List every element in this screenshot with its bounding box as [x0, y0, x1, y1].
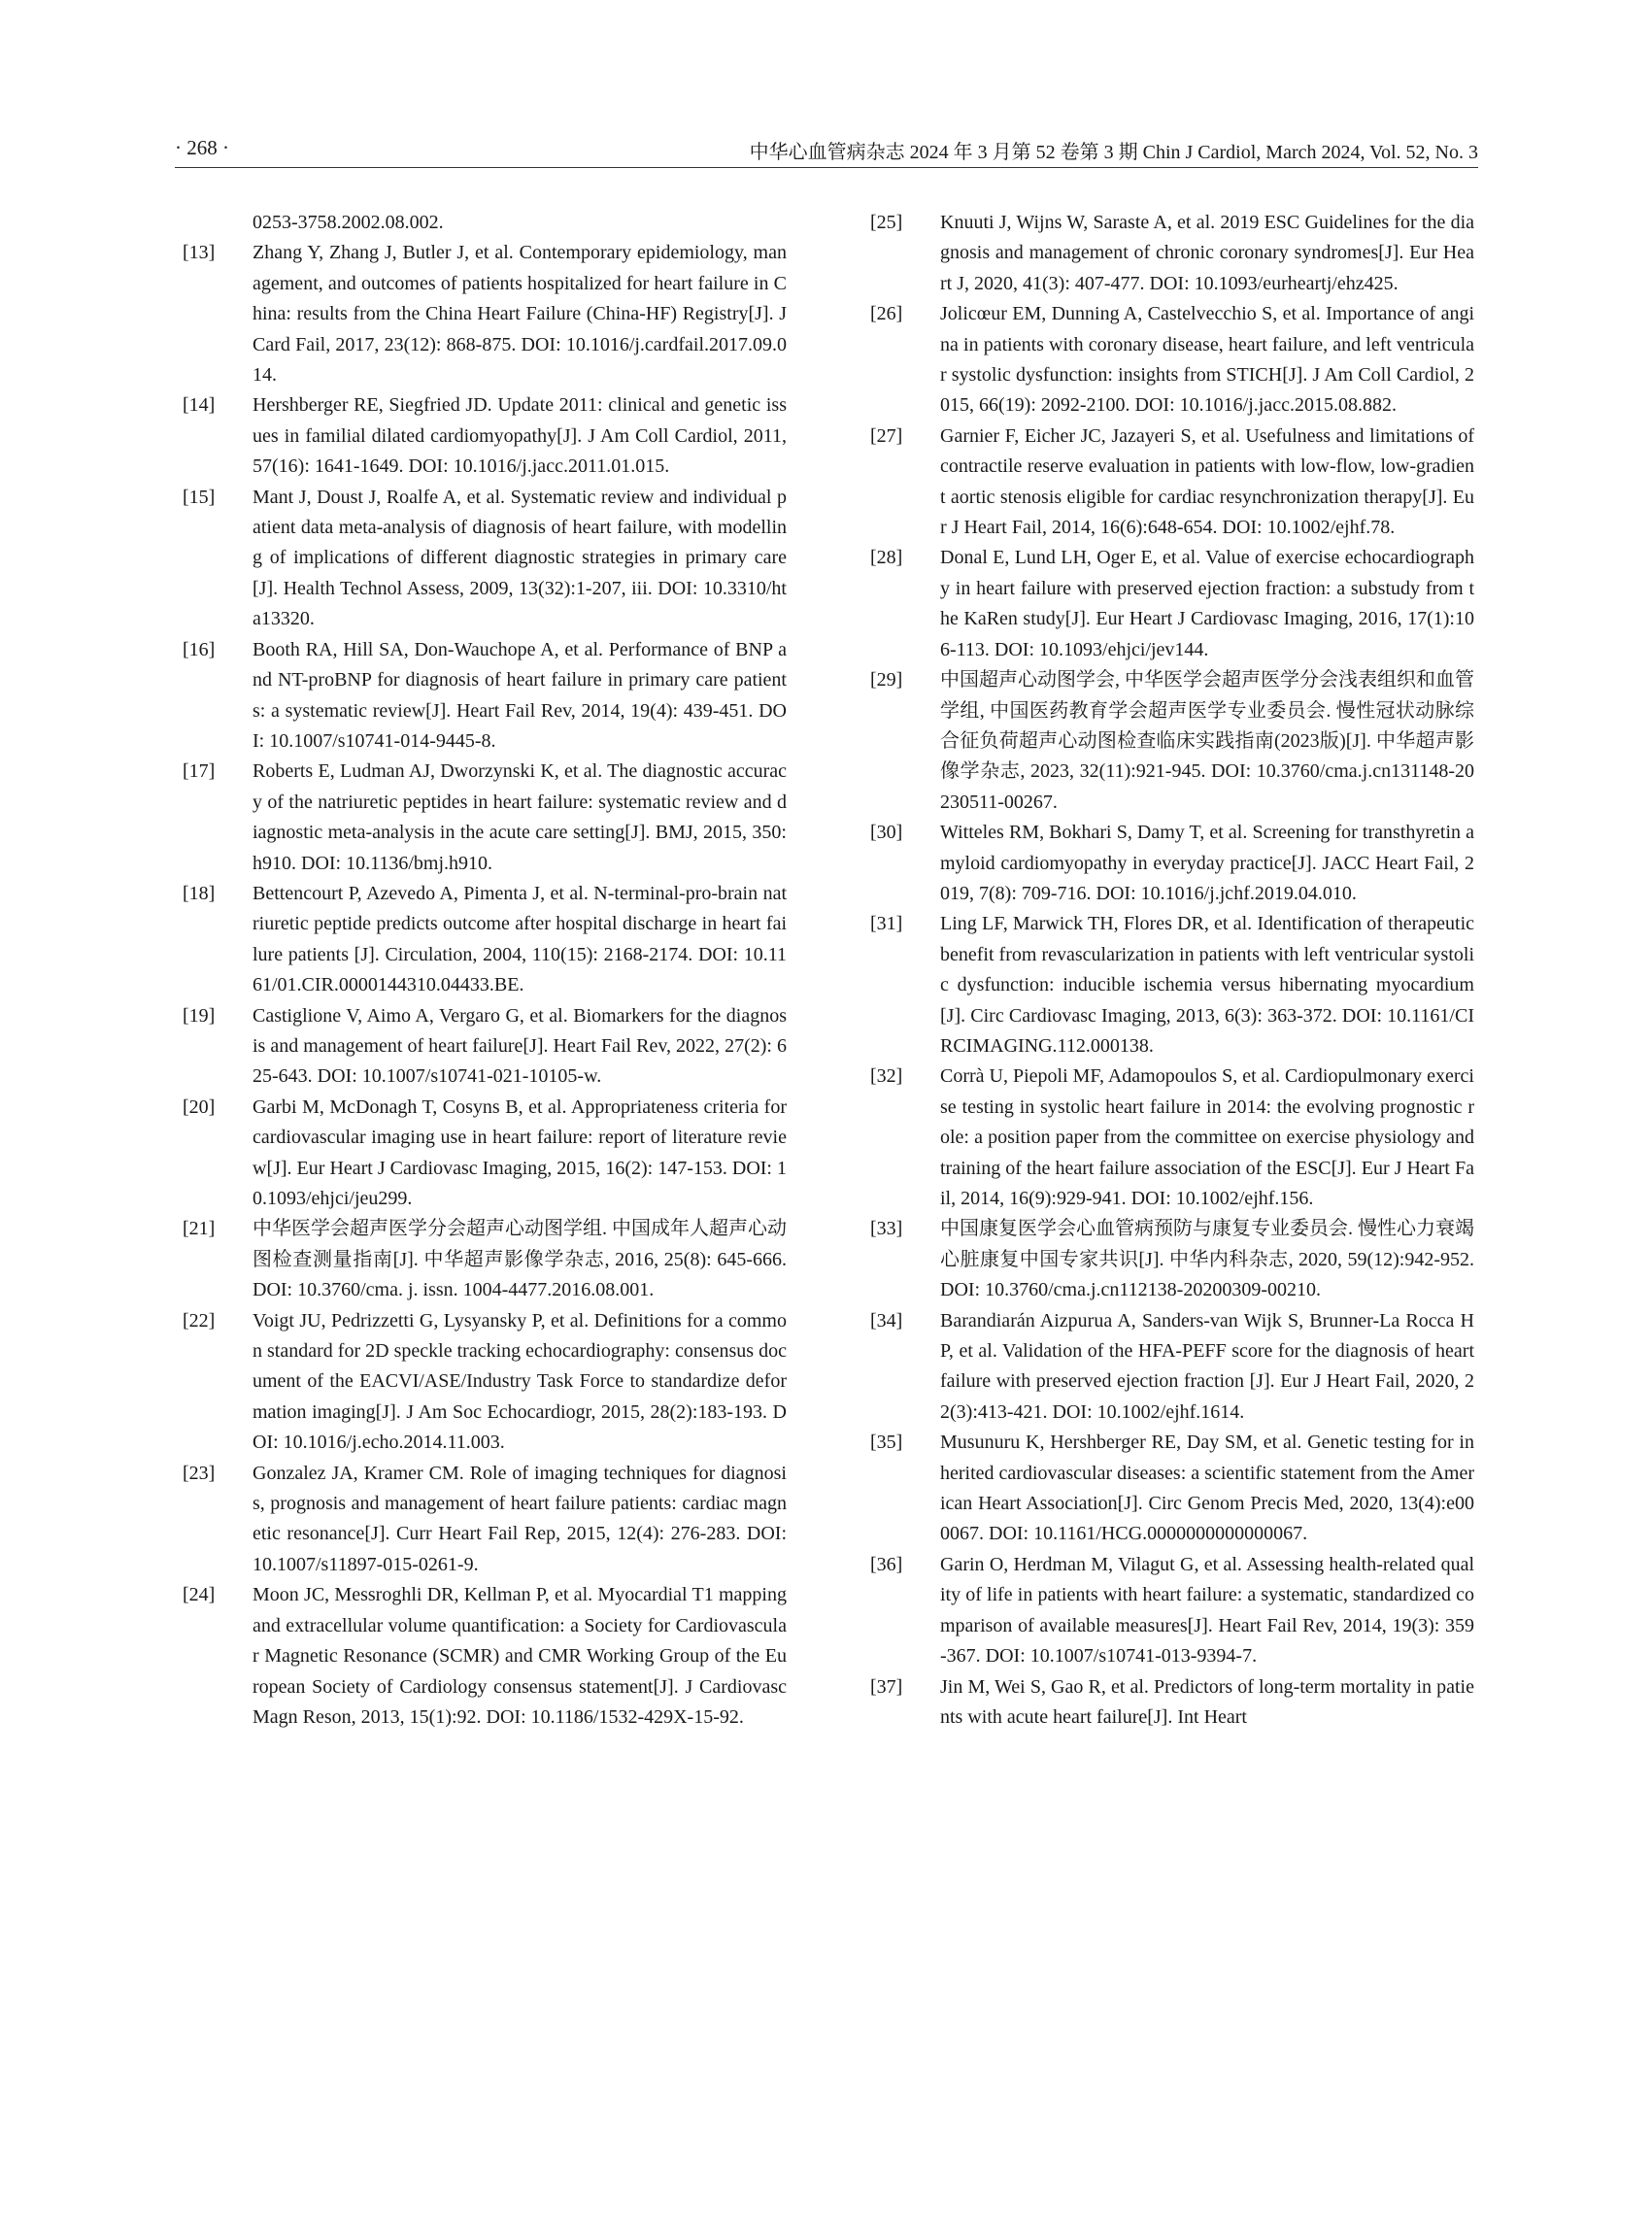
reference-text: Barandiarán Aizpurua A, Sanders-van Wijk S, Brunner-La Rocca HP, et al. Validation of the HFA-PEFF score for the diagnosis of heart failure with preserved ejection fraction [J]. Eur J Heart Fail, 2020, 22(3):413-421. DOI: 10.1002/ejhf.1614. [940, 1309, 1474, 1423]
reference-text: Zhang Y, Zhang J, Butler J, et al. Contemporary epidemiology, management, and outcomes of patients hospitalized for heart failure in China: results from the China Heart Failure (China-HF) Registry[J]. J Card Fail, 2017, 23(12): 868-875. DOI: 10.1016/j.cardfail.2017.09.014. [253, 242, 787, 387]
reference-number: [24] [183, 1584, 216, 1606]
reference-number: [32] [870, 1065, 903, 1088]
reference-number: [17] [183, 760, 216, 783]
reference-number: [28] [870, 547, 903, 569]
right-column [870, 208, 1474, 1733]
reference-number: [20] [183, 1096, 216, 1118]
reference-item [183, 1001, 787, 1093]
reference-number: [21] [183, 1218, 216, 1240]
reference-number: [25] [870, 212, 903, 233]
reference-item [183, 483, 787, 635]
reference-text: Ling LF, Marwick TH, Flores DR, et al. Identification of therapeutic benefit from revascularization in patients with left ventricular systolic dysfunction: inducible ischemia versus hibernating myocardium[J]. Circ Cardiovasc Imaging, 2013, 6(3): 363-372. DOI: 10.1161/CIRCIMAGING.112.000138. [940, 913, 1474, 1057]
reference-number: [13] [183, 242, 216, 264]
reference-item [870, 299, 1474, 421]
reference-item [870, 1306, 1474, 1429]
reference-item [870, 818, 1474, 909]
reference-text: Roberts E, Ludman AJ, Dworzynski K, et al. The diagnostic accuracy of the natriuretic peptides in heart failure: systematic review and diagnostic meta-analysis in the acute care setting[J]. BMJ, 2015, 350:h910. DOI: 10.1136/bmj.h910. [253, 760, 787, 874]
reference-text: 中华医学会超声医学分会超声心动图学组. 中国成年人超声心动图检查测量指南[J]. 中华超声影像学杂志, 2016, 25(8): 645-666. DOI: 10.3760/cma. j. issn. 1004-4477.2016.08.001. [253, 1218, 787, 1301]
reference-item [183, 1459, 787, 1581]
reference-text: Gonzalez JA, Kramer CM. Role of imaging techniques for diagnosis, prognosis and management of heart failure patients: cardiac magnetic resonance[J]. Curr Heart Fail Rep, 2015, 12(4): 276-283. DOI: 10.1007/s11897-015-0261-9. [253, 1462, 787, 1575]
reference-number: [31] [870, 913, 903, 935]
reference-text: Musunuru K, Hershberger RE, Day SM, et al. Genetic testing for inherited cardiovascular diseases: a scientific statement from the American Heart Association[J]. Circ Genom Precis Med, 2020, 13(4):e000067. DOI: 10.1161/HCG.0000000000000067. [940, 1432, 1474, 1545]
reference-number: [35] [870, 1432, 903, 1454]
reference-item [183, 757, 787, 879]
reference-item [870, 1062, 1474, 1214]
reference-text: Jolicœur EM, Dunning A, Castelvecchio S, et al. Importance of angina in patients with coronary disease, heart failure, and left ventricular systolic dysfunction: insights from STICH[J]. J Am Coll Cardiol, 2015, 66(19): 2092-2100. DOI: 10.1016/j.jacc.2015.08.882. [940, 303, 1474, 417]
reference-text: Garbi M, McDonagh T, Cosyns B, et al. Appropriateness criteria for cardiovascular imaging use in heart failure: report of literature review[J]. Eur Heart J Cardiovasc Imaging, 2015, 16(2): 147-153. DOI: 10.1093/ehjci/jeu299. [253, 1096, 787, 1209]
reference-text: Moon JC, Messroghli DR, Kellman P, et al. Myocardial T1 mapping and extracellular volume quantification: a Society for Cardiovascular Magnetic Resonance (SCMR) and CMR Working Group of the European Society of Cardiology consensus statement[J]. J Cardiovasc Magn Reson, 2013, 15(1):92. DOI: 10.1186/1532-429X-15-92. [253, 1584, 787, 1728]
page-number: · 268 · [175, 136, 229, 159]
reference-item [870, 1550, 1474, 1672]
reference-text: Jin M, Wei S, Gao R, et al. Predictors of long-term mortality in patients with acute heart failure[J]. Int Heart [940, 1675, 1474, 1728]
reference-number: [33] [870, 1218, 903, 1240]
reference-number: [36] [870, 1553, 903, 1575]
journal-citation: 中华心血管病杂志 2024 年 3 月第 52 卷第 3 期 Chin J Cardiol, March 2024, Vol. 52, No. 3 [749, 142, 1478, 163]
reference-item [870, 1214, 1474, 1305]
reference-number: [34] [870, 1309, 903, 1332]
reference-number: [19] [183, 1004, 216, 1027]
reference-item [183, 238, 787, 390]
reference-item [183, 390, 787, 482]
reference-item [870, 208, 1474, 299]
reference-number: [15] [183, 486, 216, 508]
reference-text: Knuuti J, Wijns W, Saraste A, et al. 2019 ESC Guidelines for the diagnosis and management of chronic coronary syndromes[J]. Eur Heart J, 2020, 41(3): 407-477. DOI: 10.1093/eurheartj/ehz425. [940, 212, 1474, 294]
reference-text: Donal E, Lund LH, Oger E, et al. Value of exercise echocardiography in heart failure with preserved ejection fraction: a substudy from the KaRen study[J]. Eur Heart J Cardiovasc Imaging, 2016, 17(1):106-113. DOI: 10.1093/ehjci/jev144. [940, 547, 1474, 660]
reference-item [870, 665, 1474, 818]
reference-number: [14] [183, 394, 216, 417]
reference-number: [27] [870, 424, 903, 447]
reference-text: Castiglione V, Aimo A, Vergaro G, et al. Biomarkers for the diagnosis and management of heart failure[J]. Heart Fail Rev, 2022, 27(2): 625-643. DOI: 10.1007/s10741-021-10105-w. [253, 1004, 787, 1088]
reference-number: [29] [870, 669, 903, 691]
reference-number: [22] [183, 1309, 216, 1332]
reference-number: [26] [870, 303, 903, 325]
reference-item [870, 1428, 1474, 1550]
reference-number: [16] [183, 638, 216, 660]
reference-item [183, 879, 787, 1001]
reference-number: [37] [870, 1675, 903, 1698]
reference-text: Witteles RM, Bokhari S, Damy T, et al. Screening for transthyretin amyloid cardiomyopathy in everyday practice[J]. JACC Heart Fail, 2019, 7(8): 709-716. DOI: 10.1016/j.jchf.2019.04.010. [940, 822, 1474, 904]
reference-item [870, 543, 1474, 665]
reference-number: [23] [183, 1462, 216, 1484]
reference-number: [18] [183, 882, 216, 904]
reference-item [183, 1306, 787, 1459]
reference-text: Mant J, Doust J, Roalfe A, et al. Systematic review and individual patient data meta-analysis of diagnosis of heart failure, with modelling of implications of different diagnostic strategies in primary care[J]. Health Technol Assess, 2009, 13(32):1-207, iii. DOI: 10.3310/hta13320. [253, 486, 787, 630]
reference-text: Corrà U, Piepoli MF, Adamopoulos S, et al. Cardiopulmonary exercise testing in systolic heart failure in 2014: the evolving prognostic role: a position paper from the committee on exercise physiology and training of the heart failure association of the ESC[J]. Eur J Heart Fail, 2014, 16(9):929-941. DOI: 10.1002/ejhf.156. [940, 1065, 1474, 1209]
running-header [175, 134, 1478, 168]
reference-text: Garin O, Herdman M, Vilagut G, et al. Assessing health-related quality of life in patients with heart failure: a systematic, standardized comparison of available measures[J]. Heart Fail Rev, 2014, 19(3): 359-367. DOI: 10.1007/s10741-013-9394-7. [940, 1553, 1474, 1668]
reference-item [183, 1580, 787, 1733]
reference-text: Voigt JU, Pedrizzetti G, Lysyansky P, et al. Definitions for a common standard for 2D speckle tracking echocardiography: consensus document of the EACVI/ASE/Industry Task Force to standardize deformation imaging[J]. J Am Soc Echocardiogr, 2015, 28(2):183-193. DOI: 10.1016/j.echo.2014.11.003. [253, 1309, 787, 1454]
reference-item [870, 909, 1474, 1062]
left-column [183, 208, 787, 1733]
reference-item [183, 635, 787, 758]
reference-text: 中国康复医学会心血管病预防与康复专业委员会. 慢性心力衰竭心脏康复中国专家共识[J]. 中华内科杂志, 2020, 59(12):942-952. DOI: 10.3760/cma.j.cn112138-20200309-00210. [940, 1218, 1474, 1301]
reference-text: 中国超声心动图学会, 中华医学会超声医学分会浅表组织和血管学组, 中国医药教育学会超声医学专业委员会. 慢性冠状动脉综合征负荷超声心动图检查临床实践指南(2023版)[J]. 中华超声影像学杂志, 2023, 32(11):921-945. DOI: 10.3760/cma.j.cn131148-20230511-00267. [940, 669, 1474, 813]
reference-item [870, 421, 1474, 544]
reference-continuation: 0253-3758.2002.08.002. [253, 212, 444, 233]
reference-text: Booth RA, Hill SA, Don-Wauchope A, et al. Performance of BNP and NT-proBNP for diagnosis of heart failure in primary care patients: a systematic review[J]. Heart Fail Rev, 2014, 19(4): 439-451. DOI: 10.1007/s10741-014-9445-8. [253, 638, 787, 752]
reference-item [870, 1672, 1474, 1734]
reference-item [183, 1093, 787, 1215]
reference-text: Garnier F, Eicher JC, Jazayeri S, et al. Usefulness and limitations of contractile reserve evaluation in patients with low-flow, low-gradient aortic stenosis eligible for cardiac resynchronization therapy[J]. Eur J Heart Fail, 2014, 16(6):648-654. DOI: 10.1002/ejhf.78. [940, 424, 1474, 539]
reference-number: [30] [870, 822, 903, 844]
reference-item [183, 1214, 787, 1305]
reference-text: Hershberger RE, Siegfried JD. Update 2011: clinical and genetic issues in familial dilated cardiomyopathy[J]. J Am Coll Cardiol, 2011, 57(16): 1641-1649. DOI: 10.1016/j.jacc.2011.01.015. [253, 394, 787, 478]
reference-text: Bettencourt P, Azevedo A, Pimenta J, et al. N-terminal-pro-brain natriuretic peptide predicts outcome after hospital discharge in heart failure patients [J]. Circulation, 2004, 110(15): 2168-2174. DOI: 10.1161/01.CIR.0000144310.04433.BE. [253, 882, 787, 996]
